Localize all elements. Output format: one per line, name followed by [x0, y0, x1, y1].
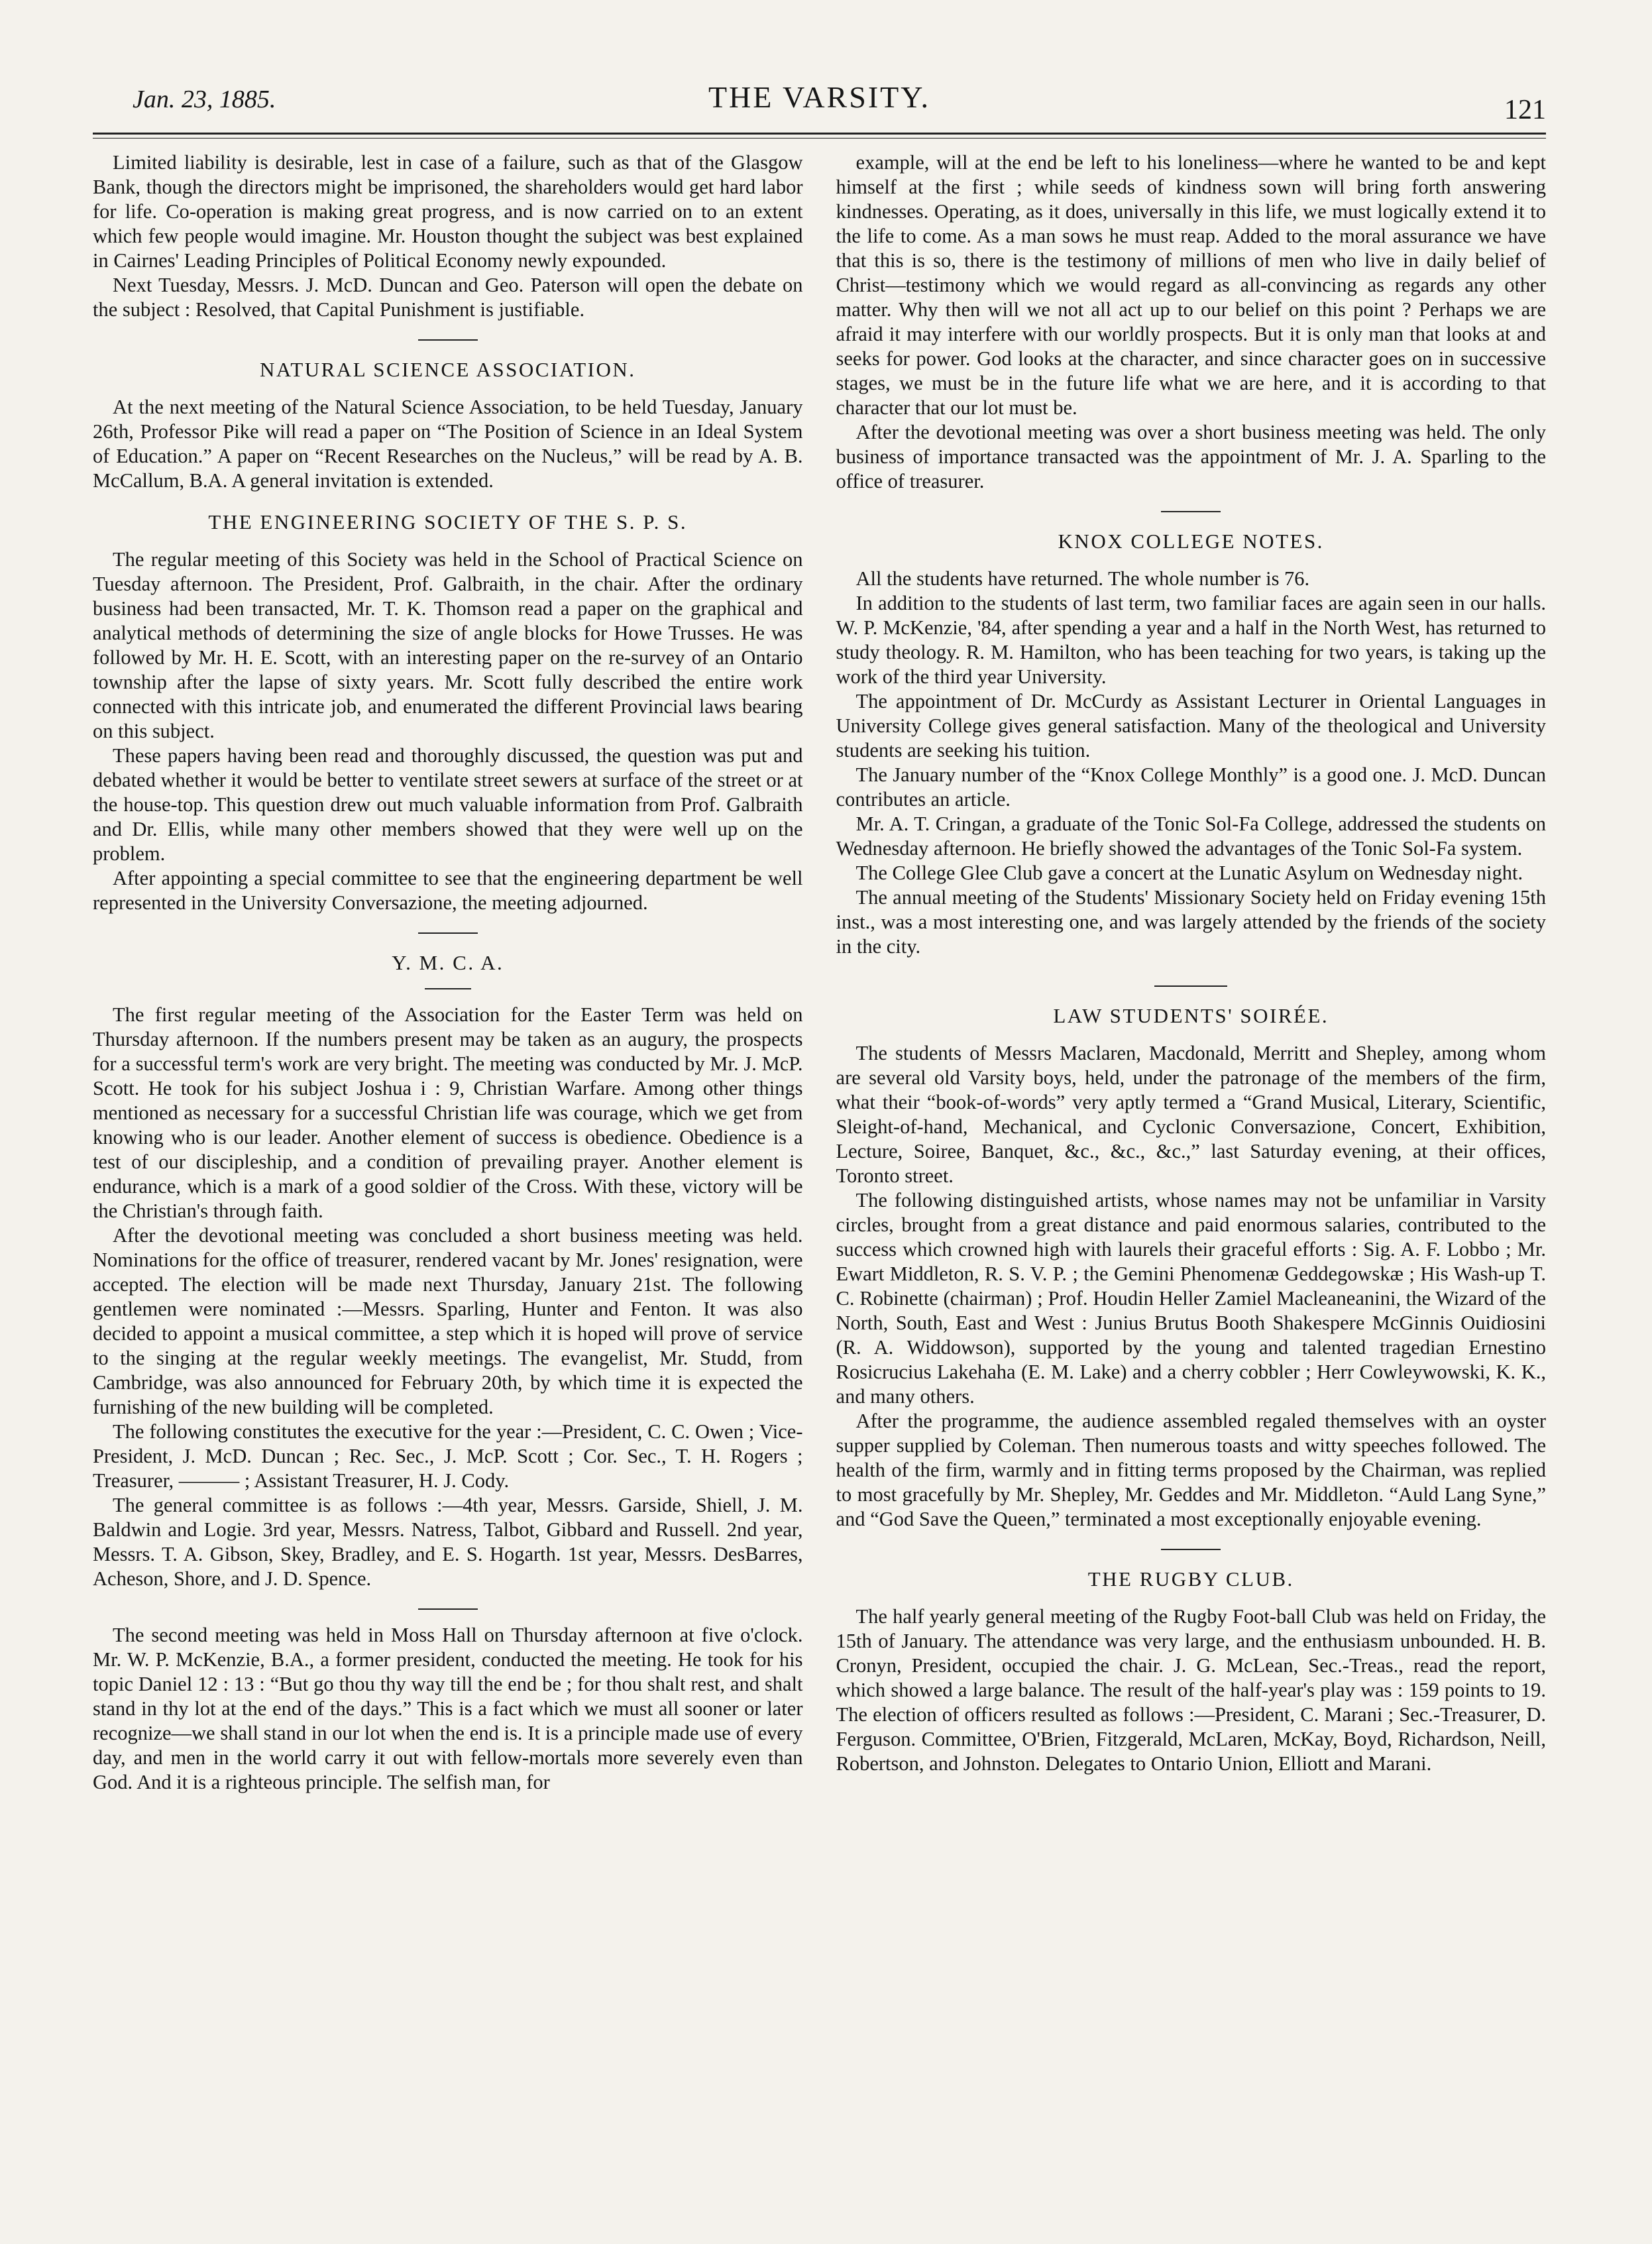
section-heading-ymca: Y. M. C. A. [392, 951, 504, 974]
paragraph: The students of Messrs Maclaren, Macdonald, Merritt and Shepley, among whom are several old Varsity boys, held, under the patronage of the members of the firm, what their “book-of-words” very aptly termed a “Grand Musical, Literary, Scientific, Sleight-of-hand, Mechanical, and Cyclonic Conversazione, Concert, Exhibition, Lecture, Soiree, Banquet, &c., &c., &c.,” last Saturday evening, at their offices, Toronto street. [836, 1042, 1546, 1187]
section-divider [418, 932, 478, 934]
publication-title: THE VARSITY. [708, 80, 931, 114]
section-divider [425, 988, 471, 989]
paragraph: In addition to the students of last term, two familiar faces are again seen in our halls. W. P. McKenzie, '84, after spending a year and a half in the North West, has returned to study theology. R. M. Hamilton, who has been teaching for two years, is taking up the work of the third year University. [836, 592, 1546, 688]
section-divider [418, 339, 478, 341]
paragraph: After the programme, the audience assembled regaled themselves with an oyster supper supplied by Coleman. Then numerous toasts and witty speeches followed. The health of the firm, warmly and in fitting terms proposed by the Chairman, was replied to most gracefully by Mr. Shepley, Mr. Geddes and Mr. Middleton. “Auld Lang Syne,” and “God Save the Queen,” terminated a most exceptionally enjoyable evening. [836, 1410, 1546, 1530]
section-divider [1161, 1549, 1221, 1550]
paragraph: The general committee is as follows :—4th year, Messrs. Garside, Shiell, J. M. Baldwin and Logie. 3rd year, Messrs. Natress, Talbot, Gibbard and Russell. 2nd year, Messrs. T. A. Gibson, Skey, Bradley, and E. S. Hogarth. 1st year, Messrs. DesBarres, Acheson, Shore, and J. D. Spence. [93, 1494, 803, 1590]
masthead [93, 73, 1546, 126]
paragraph: Mr. A. T. Cringan, a graduate of the Tonic Sol-Fa College, addressed the students on Wednesday afternoon. He briefly showed the advantages of the Tonic Sol-Fa system. [836, 813, 1546, 860]
paragraph: The appointment of Dr. McCurdy as Assistant Lecturer in Oriental Languages in University College gives general satisfaction. Many of the theological and University students are seeking his tuition. [836, 690, 1546, 761]
paragraph: The following constitutes the executive for the year :—President, C. C. Owen ; Vice-President, J. McD. Duncan ; Rec. Sec., J. McP. Scott ; Cor. Sec., T. H. Rogers ; Treasurer, ——— ; Assistant Treasurer, H. J. Cody. [93, 1420, 803, 1492]
section-heading-knox: KNOX COLLEGE NOTES. [1058, 530, 1324, 553]
paragraph: All the students have returned. The whole number is 76. [855, 567, 1310, 590]
paragraph: After appointing a special committee to see that the engineering department be well represented in the University Conversazione, the meeting adjourned. [93, 867, 803, 914]
section-heading-law-students: LAW STUDENTS' SOIRÉE. [1053, 1004, 1329, 1027]
paragraph: The College Glee Club gave a concert at the Lunatic Asylum on Wednesday night. [855, 862, 1523, 884]
paragraph: The second meeting was held in Moss Hall on Thursday afternoon at five o'clock. Mr. W. P. McKenzie, B.A., a former president, conducted the meeting. He took for his topic Daniel 12 : 13 : “But go thou thy way till the end be ; for thou shalt rest, and shalt stand in thy lot at the end of the days.” This is a fact which we must all sooner or later recognize—we shall stand in our lot when the end is. It is a principle made use of every day, and men in the world carry it out with fellow-mortals more severely even than God. And it is a righteous principle. The selfish man, for [93, 1624, 803, 1793]
paragraph: The annual meeting of the Students' Missionary Society held on Friday evening 15th inst., was a most interesting one, and was largely attended by the friends of the society in the city. [836, 886, 1546, 958]
paragraph: The following distinguished artists, whose names may not be unfamiliar in Varsity circles, brought from a great distance and paid enormous salaries, contributed to the success which crowned high with laurels their graceful efforts : Sig. A. F. Lobbo ; Mr. Ewart Middleton, R. S. V. P. ; the Gemini Phenomenæ Geddegowskæ ; His Wash-up T. C. Robinette (chairman) ; Prof. Houdin Heller Zamiel Macleaneanini, the Wizard of the North, South, East and West : Junius Brutus Booth Shakespere McGinnis Ouidiosini (R. A. Widdowson), supported by the young and talented tragedian Ernestino Rosicrucius Lakehaha (E. M. Lake) and a cherry cobbler ; Herr Cowleywowski, K. K., and many others. [836, 1189, 1546, 1408]
section-divider [1161, 511, 1221, 512]
section-divider [1154, 985, 1227, 987]
header-rule-thin [93, 138, 1546, 139]
paragraph: After the devotional meeting was over a short business meeting was held. The only business of importance transacted was the appointment of Mr. J. A. Sparling to the office of treasurer. [836, 421, 1546, 492]
paragraph: The half yearly general meeting of the Rugby Foot-ball Club was held on Friday, the 15th of January. The attendance was very large, and the enthusiasm unbounded. H. B. Cronyn, President, occupied the chair. J. G. McLean, Sec.-Treas., read the report, which showed a large balance. The result of the half-year's play was : 159 points to 19. The election of officers resulted as follows :—President, C. Marani ; Sec.-Treasurer, D. Ferguson. Committee, O'Brien, Fitzgerald, McLaren, McKay, Boyd, Richardson, Neill, Robertson, and Johnston. Delegates to Ontario Union, Elliott and Marani. [836, 1605, 1546, 1775]
paragraph: The January number of the “Knox College Monthly” is a good one. J. McD. Duncan contributes an article. [836, 763, 1546, 811]
left-column [93, 150, 803, 1795]
section-heading-engineering: THE ENGINEERING SOCIETY OF THE S. P. S. [208, 510, 688, 533]
issue-date: Jan. 23, 1885. [133, 85, 276, 113]
article-columns [93, 150, 1546, 1795]
paragraph: These papers having been read and thoroughly discussed, the question was put and debated whether it would be better to ventilate street sewers at surface of the street or at the house-top. This question drew out much valuable information from Prof. Galbraith and Dr. Ellis, while many other members showed that they were well up on the problem. [93, 744, 803, 865]
paragraph: Next Tuesday, Messrs. J. McD. Duncan and Geo. Paterson will open the debate on the subject : Resolved, that Capital Punishment is justifiable. [93, 274, 803, 321]
section-divider [418, 1608, 478, 1610]
paragraph: The regular meeting of this Society was held in the School of Practical Science on Tuesday afternoon. The President, Prof. Galbraith, in the chair. After the ordinary business had been transacted, Mr. T. K. Thomson read a paper on the graphical and analytical methods of determining the size of angle blocks for Howe Trusses. He was followed by Mr. H. E. Scott, with an interesting paper on the re-survey of an Ontario township after the lapse of sixty years. Mr. Scott fully described the entire work connected with this intricate job, and enumerated the different Provincial laws bearing on this subject. [93, 548, 803, 742]
header-rule-thick [93, 133, 1546, 135]
paragraph: The first regular meeting of the Association for the Easter Term was held on Thursday afternoon. If the numbers present may be taken as an augury, the prospects for a successful term's work are very bright. The meeting was conducted by Mr. J. McP. Scott. He took for his subject Joshua i : 9, Christian Warfare. Among other things mentioned as necessary for a successful Christian life was courage, which we get from knowing who is our leader. Another element of success is obedience. Obedience is a test of our discipleship, and a condition of prevailing prayer. Another element is endurance, which is a mark of a good soldier of the Cross. With these, victory will be the Christian's through faith. [93, 1003, 803, 1222]
section-heading-natural-science: NATURAL SCIENCE ASSOCIATION. [260, 358, 636, 381]
paragraph: example, will at the end be left to his loneliness—where he wanted to be and kept himself at the first ; while seeds of kindness sown will bring forth answering kindnesses. Operating, as it does, universally in this life, we must logically extend it to the life to come. As a man sows he must reap. Added to the moral assurance we have that this is so, there is the testimony of millions of men who live in daily belief of Christ—testimony which we would regard as all-convincing as regards any other matter. Why then will we not all act up to our belief on this point ? Perhaps we are afraid it may interfere with our worldly prospects. But it is only man that looks at and seeks for power. God looks at the character, and since character goes on in successive stages, we must be in the future life what we are here, and it is according to that character that our lot must be. [836, 151, 1546, 419]
right-column [836, 150, 1547, 1795]
paragraph: Limited liability is desirable, lest in case of a failure, such as that of the Glasgow Bank, though the directors might be imprisoned, the shareholders would get hard labor for life. Co-operation is making great progress, and is now carried on to an extent which few people would imagine. Mr. Houston thought the subject was best explained in Cairnes' Leading Principles of Political Economy newly expounded. [93, 151, 803, 272]
paragraph: At the next meeting of the Natural Science Association, to be held Tuesday, January 26th, Professor Pike will read a paper on “The Position of Science in an Ideal System of Education.” A paper on “Recent Researches on the Nucleus,” will be read by A. B. McCallum, B.A. A general invitation is extended. [93, 396, 803, 492]
paragraph: After the devotional meeting was concluded a short business meeting was held. Nominations for the office of treasurer, rendered vacant by Mr. Jones' resignation, were accepted. The election will be made next Thursday, January 21st. The following gentlemen were nominated :—Messrs. Sparling, Hunter and Fenton. It was also decided to appoint a musical committee, a step which it is hoped will prove of service to the singing at the regular weekly meetings. The evangelist, Mr. Studd, from Cambridge, was also announced for February 20th, by which time it is expected the furnishing of the new building will be completed. [93, 1224, 803, 1418]
page-number: 121 [1504, 95, 1546, 125]
section-heading-rugby: THE RUGBY CLUB. [1087, 1567, 1294, 1591]
